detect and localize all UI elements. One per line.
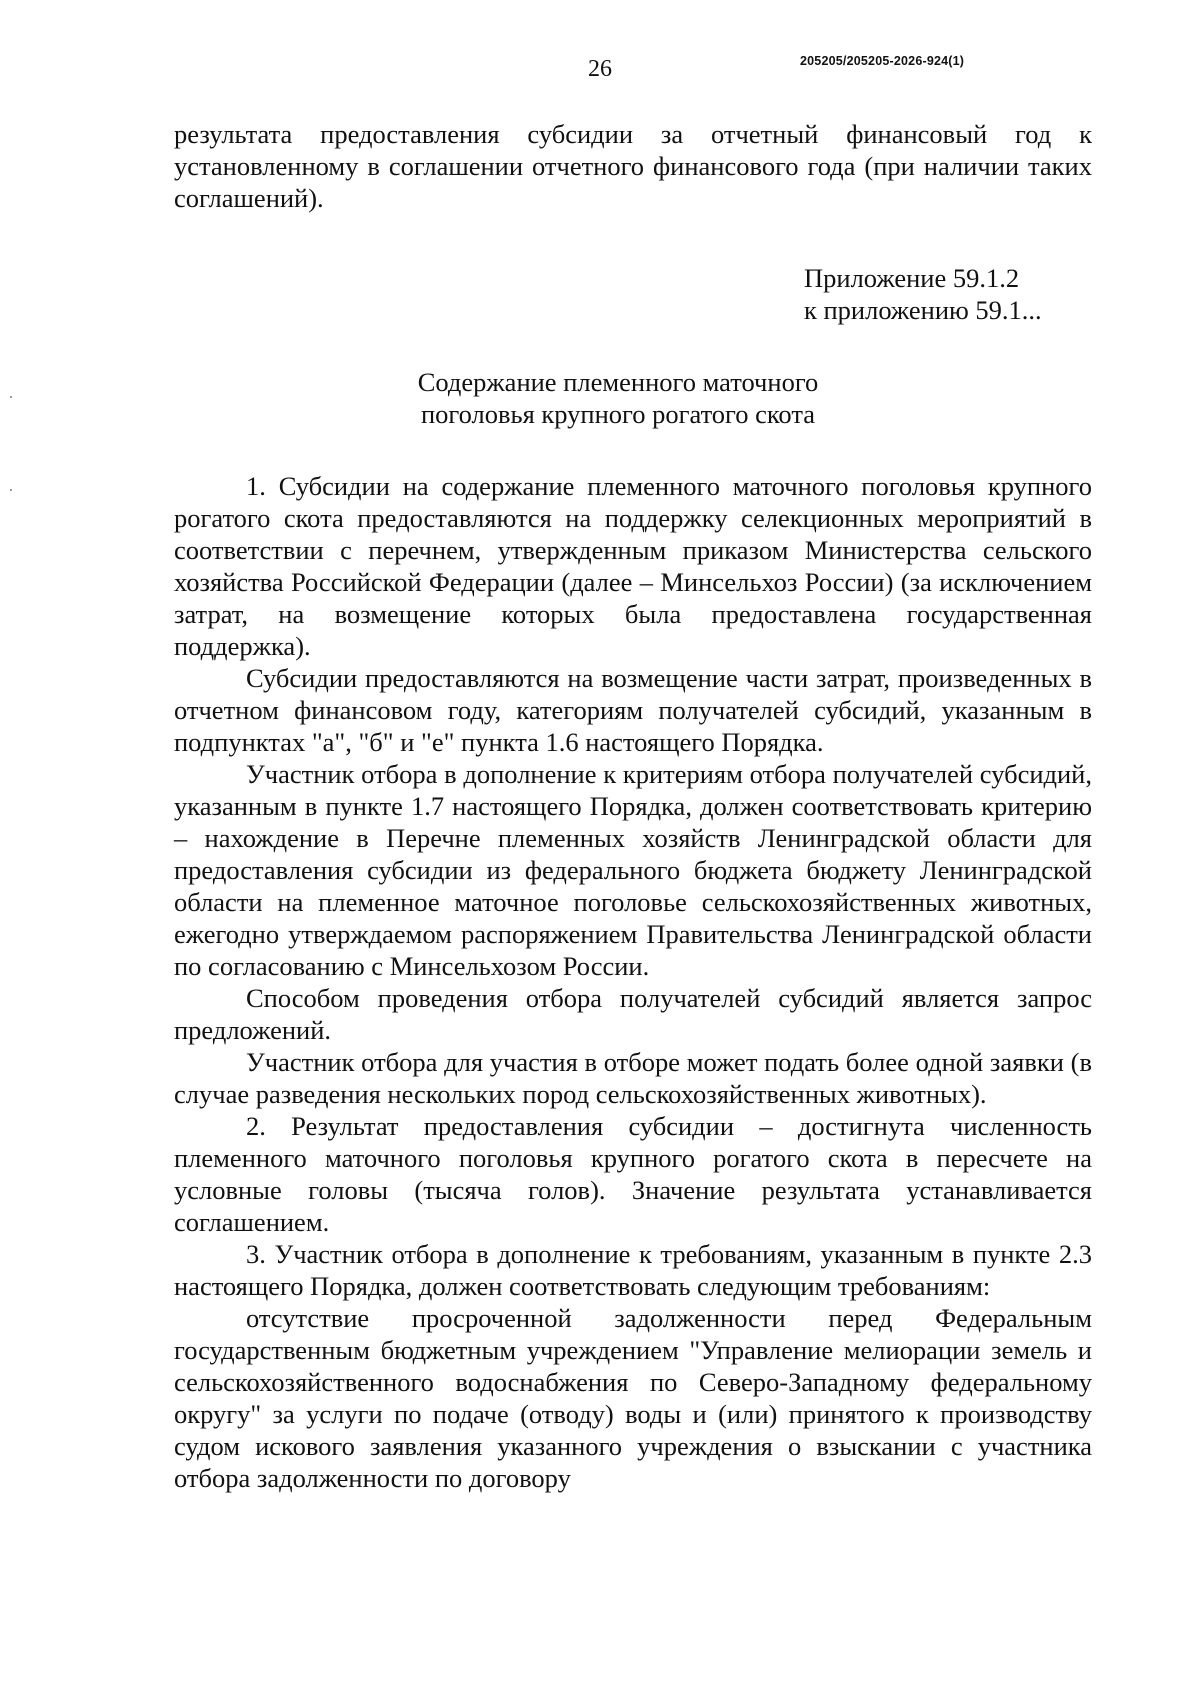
paragraph-6: 2. Результат предоставления субсидии – достигнута численность племенного маточного поголовья крупного рогатого скота в пересчете на условные головы (тысяча голов). Значение результата устанавливается соглашением. [174,1111,1092,1237]
scan-artifact [10,396,12,398]
document-body [174,118,1092,1494]
section-title [174,366,1092,430]
paragraph-2: Субсидии предоставляются на возмещение части затрат, произведенных в отчетном финансовом году, категориям получателей субсидий, указанным в подпунктах "а", "б" и "е" пункта 1.6 настоящего Порядка. [174,663,1092,757]
paragraph-3: Участник отбора в дополнение к критериям отбора получателей субсидий, указанным в пункте 1.7 настоящего Порядка, должен соответствовать критерию – нахождение в Перечне племенных хозяйств Ленинградской области для предоставления субсидии из федерального бюджета бюджету Ленинградской области на племенное маточное поголовье сельскохозяйственных животных, ежегодно утверждаемом распоряжением Правительства Ленинградской области по согласованию с Минсельхозом России. [174,759,1092,981]
paragraph-8: отсутствие просроченной задолженности перед Федеральным государственным бюджетным учреждением "Управление мелиорации земель и сельскохозяйственного водоснабжения по Северо-Западному федеральному округу" за услуги по подаче (отводу) воды и (или) принятого к производству судом искового заявления указанного учреждения о взыскании с участника отбора задолженности по договору [174,1303,1092,1493]
scan-artifact [10,489,12,491]
appendix-reference [804,262,1092,326]
section-body [174,470,1092,1494]
paragraph-5: Участник отбора для участия в отборе может подать более одной заявки (в случае разведения нескольких пород сельскохозяйственных животных). [174,1047,1092,1109]
appendix-line-1: Приложение 59.1.2 [804,263,1020,293]
paragraph-1: 1. Субсидии на содержание племенного маточного поголовья крупного рогатого скота предоставляются на поддержку селекционных мероприятий в соответствии с перечнем, утвержденным приказом Министерства сельского хозяйства Российской Федерации (далее – Минсельхоз России) (за исключением затрат, на возмещение которых была предоставлена государственная поддержка). [174,471,1092,661]
intro-paragraph: результата предоставления субсидии за отчетный финансовый год к установленному в соглашении отчетного финансового года (при наличии таких соглашений). [174,119,1092,213]
paragraph-7: 3. Участник отбора в дополнение к требованиям, указанным в пункте 2.3 настоящего Порядка, должен соответствовать следующим требованиям: [174,1239,1092,1301]
section-title-line-2: поголовья крупного рогатого скота [420,399,816,429]
section-title-line-1: Содержание племенного маточного [417,367,819,397]
document-code: 205205/205205-2026-924(1) [800,54,965,68]
appendix-line-2: к приложению 59.1... [804,295,1042,325]
paragraph-4: Способом проведения отбора получателей субсидий является запрос предложений. [174,983,1092,1045]
page-number: 26 [588,56,612,82]
